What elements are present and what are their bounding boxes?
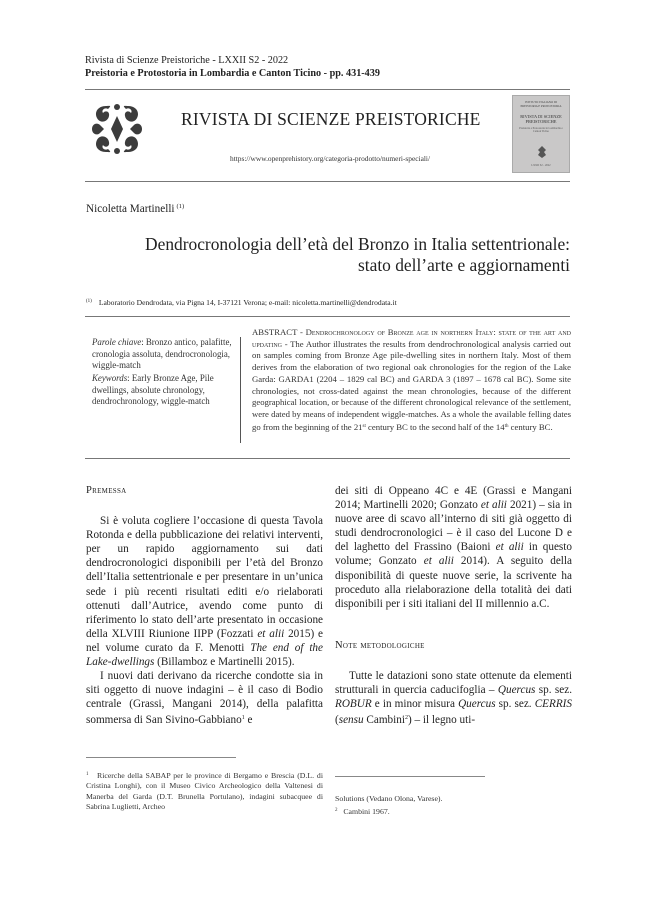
paragraph-4-italic-5: sensu [338,714,364,727]
keywords-italian-label: Parole chiave [92,337,142,347]
journal-issue-line: Preistoria e Protostoria in Lombardia e Canton Ticino - pp. 431-439 [85,68,380,79]
header-rule-bottom [85,181,570,182]
paragraph-4-text: Tutte le datazioni sono state ottenute da elementi strutturali in quercia caducifoglia – [335,669,572,697]
paragraph-1-text: Si è voluta cogliere l’occasione di questa Tavola Rotonda e della pubblicazione dei relativi interventi, per un rapido aggiornamento sui dati dendrocronologici disponibili per l’età del Bronzo dell’Italia settentrionale e per presentare in un’unica sede i più recenti risultati editi e/o rielaborati ottenuti dall’Autrice, avendo come punto di riferimento lo stato dell’arte presentato in occasione della XLVIII Riunione IIPP (Fozzati [86,515,323,640]
author-name-text: Nicoletta Martinelli [86,203,175,215]
footnote-1 [86,770,323,812]
paragraph-4-text-g: ) – il legno uti- [407,714,476,727]
paragraph-4-italic-1: Quercus [497,684,536,697]
journal-cover-thumbnail [512,95,570,173]
body-column-left [86,484,323,728]
author-affiliation [86,298,397,307]
footnote-rule-left [86,757,236,758]
cover-footer: LXXII S2 - 2022 [531,164,551,167]
paragraph-1-italic-2: The end of the Lake-dwellings [86,641,323,669]
keywords-english-label: Keywords [92,373,128,383]
section-heading-note-metodologiche: Note metodologiche [335,639,425,651]
footnote-rule-right [335,776,485,777]
abstract-text-2: century BC to the second half of the 14 [365,421,505,432]
paragraph-3 [335,484,572,611]
cover-publisher: ISTITUTO ITALIANO DI PREISTORIA E PROTOSTORIA [520,100,562,108]
paragraph-4-text-d: sp. sez. [495,698,535,711]
paragraph-3-italic-1: et alii [480,499,507,512]
paragraph-1-italic-1: et alii [257,627,285,640]
header-rule-top [85,89,570,90]
abstract-sup-1: st [362,423,366,429]
abstract-rule-top [85,316,570,317]
article-title-line-1: Dendrocronologia dell’età del Bronzo in Italia settentrionale: [145,234,570,254]
article-title [90,234,570,276]
paragraph-3-text-b: 2021) – sia in nuove aree di scavo all’interno di siti già oggetto di studi dendrocronologici – è il caso del Lucone D e del laghetto del Frassino (Baioni [335,499,572,554]
keywords-italian [92,337,240,372]
abstract-text-1: - The Author illustrates the results from dendrochronological analysis carried out on samples coming from Bronze Age pile-dwelling sites in northern Italy. Most of them derives from the elaboration of two regional oak chronologies for the region of the Lake Garda: GARDA1 (2204 – 1829 cal BC) and GARDA 3 (1897 – 1678 cal BC). Some site chronologies, not cross-dated against the mean chronologies, because of the different geographical location, or because of the different chronological relevance of the settlement, were dated by means of independent wiggle-matches. As a whole the available felling dates go from the beginning of the 21 [252,338,571,432]
paragraph-3-italic-3: et alii [423,555,454,568]
footnote-1-mark: 1 [86,772,89,777]
paragraph-4-italic-2: ROBUR [335,698,372,711]
paragraph-4-text-f: Cambini [363,714,405,727]
keywords-italian-text: : Bronzo antico, palafitte, cronologia assoluta, dendrocronologia, wiggle-match [92,337,232,371]
journal-logo-icon [88,100,146,158]
abstract-text-3: century BC. [508,421,553,432]
cover-title: RIVISTA DI SCIENZE PREISTORICHE [520,114,562,124]
paragraph-3-text: dei siti di Oppeano 4C e 4E (Grassi e Mangani 2014; Martinelli 2020; Gonzato [335,485,572,512]
paragraph-1 [86,514,323,669]
paragraph-4-italic-4: CERRIS [534,698,573,711]
footnote-2-text: Cambini 1967. [343,807,390,816]
paragraph-1-text-c: (Billamboz e Martinelli 2015). [154,656,295,669]
keywords-english-text: : Early Bronze Age, Pile dwellings, absolute chronology, dendrochronology, wiggle-match [92,373,214,407]
article-title-line-2: stato dell’arte e aggiornamenti [358,255,570,275]
abstract-heading: ABSTRACT - Dendrochronology of Bronze age in northern Italy: state of the art and updating [252,327,571,349]
paragraph-4-italic-3: Quercus [458,698,496,711]
journal-url: https://www.openprehistory.org/categoria-prodotto/numeri-speciali/ [230,154,431,163]
paragraph-3-italic-2: et alii [495,541,524,554]
keywords-english [92,373,240,408]
footnote-1-continued: Solutions (Vedano Olona, Varese). [335,794,443,803]
abstract-sup-2: th [504,423,509,429]
journal-masthead: RIVISTA DI SCIENZE PREISTORICHE [181,109,481,129]
paragraph-2-end: e [244,714,253,727]
paragraph-4-text-b: sp. sez. [535,684,572,697]
cover-subtitle: Preistoria e Protostoria in Lombardia e Canton Ticino [519,127,563,134]
footnote-ref-1: 1 [241,715,245,722]
journal-volume-line: Rivista di Scienze Preistoriche - LXXII S2 - 2022 [85,55,289,66]
footnote-2 [335,806,572,817]
paragraph-4 [335,669,572,727]
abstract-divider [240,337,241,443]
footnote-ref-2: 2 [404,715,408,722]
affiliation-text: Laboratorio Dendrodata, via Pigna 14, I-37121 Verona; e-mail: nicoletta.martinelli@dendrodata.it [98,298,397,307]
paragraph-3-text-d: 2014). A seguito della disponibilità di queste nuove serie, la scrivente ha proceduto alla rielaborazione della totalità dei dati disponibili per i siti italiani del II millennio a.C. [335,555,572,610]
section-heading-premessa: Premessa [86,485,127,496]
body-column-right [335,484,572,727]
author-note-mark: (1) [176,203,185,210]
paragraph-4-text-c: e in minor misura [371,698,459,711]
footnote-2-mark: 2 [335,808,338,813]
abstract-rule-bottom [85,458,570,459]
abstract [252,327,571,433]
paragraph-2-text: I nuovi dati derivano da ricerche condotte sia in siti oggetto di nuove indagini – è il caso di Bodio centrale (Grassi, Mangani 2014), della palafitta sommersa di San Sivino-Gabbiano [86,670,323,727]
affiliation-mark: (1) [86,299,92,304]
paragraph-4-text-e: ( [335,714,339,727]
cover-emblem-icon [537,146,547,158]
footnote-1-text: Ricerche della SABAP per le province di Bergamo e Brescia (D.L. di Cristina Longhi), con il Museo Civico Archeologico della Valtenesi di Manerba del Garda (D.T. Brunella Portulano), indagini subacquee di Sabrina Luglietti, Archeo [86,771,323,811]
paragraph-3-text-c: in questo volume; Gonzato [335,541,572,568]
paragraph-2 [86,669,323,727]
author-name [86,203,184,215]
paragraph-1-text-b: 2015) e nel volume curato da F. Menotti [86,627,323,654]
